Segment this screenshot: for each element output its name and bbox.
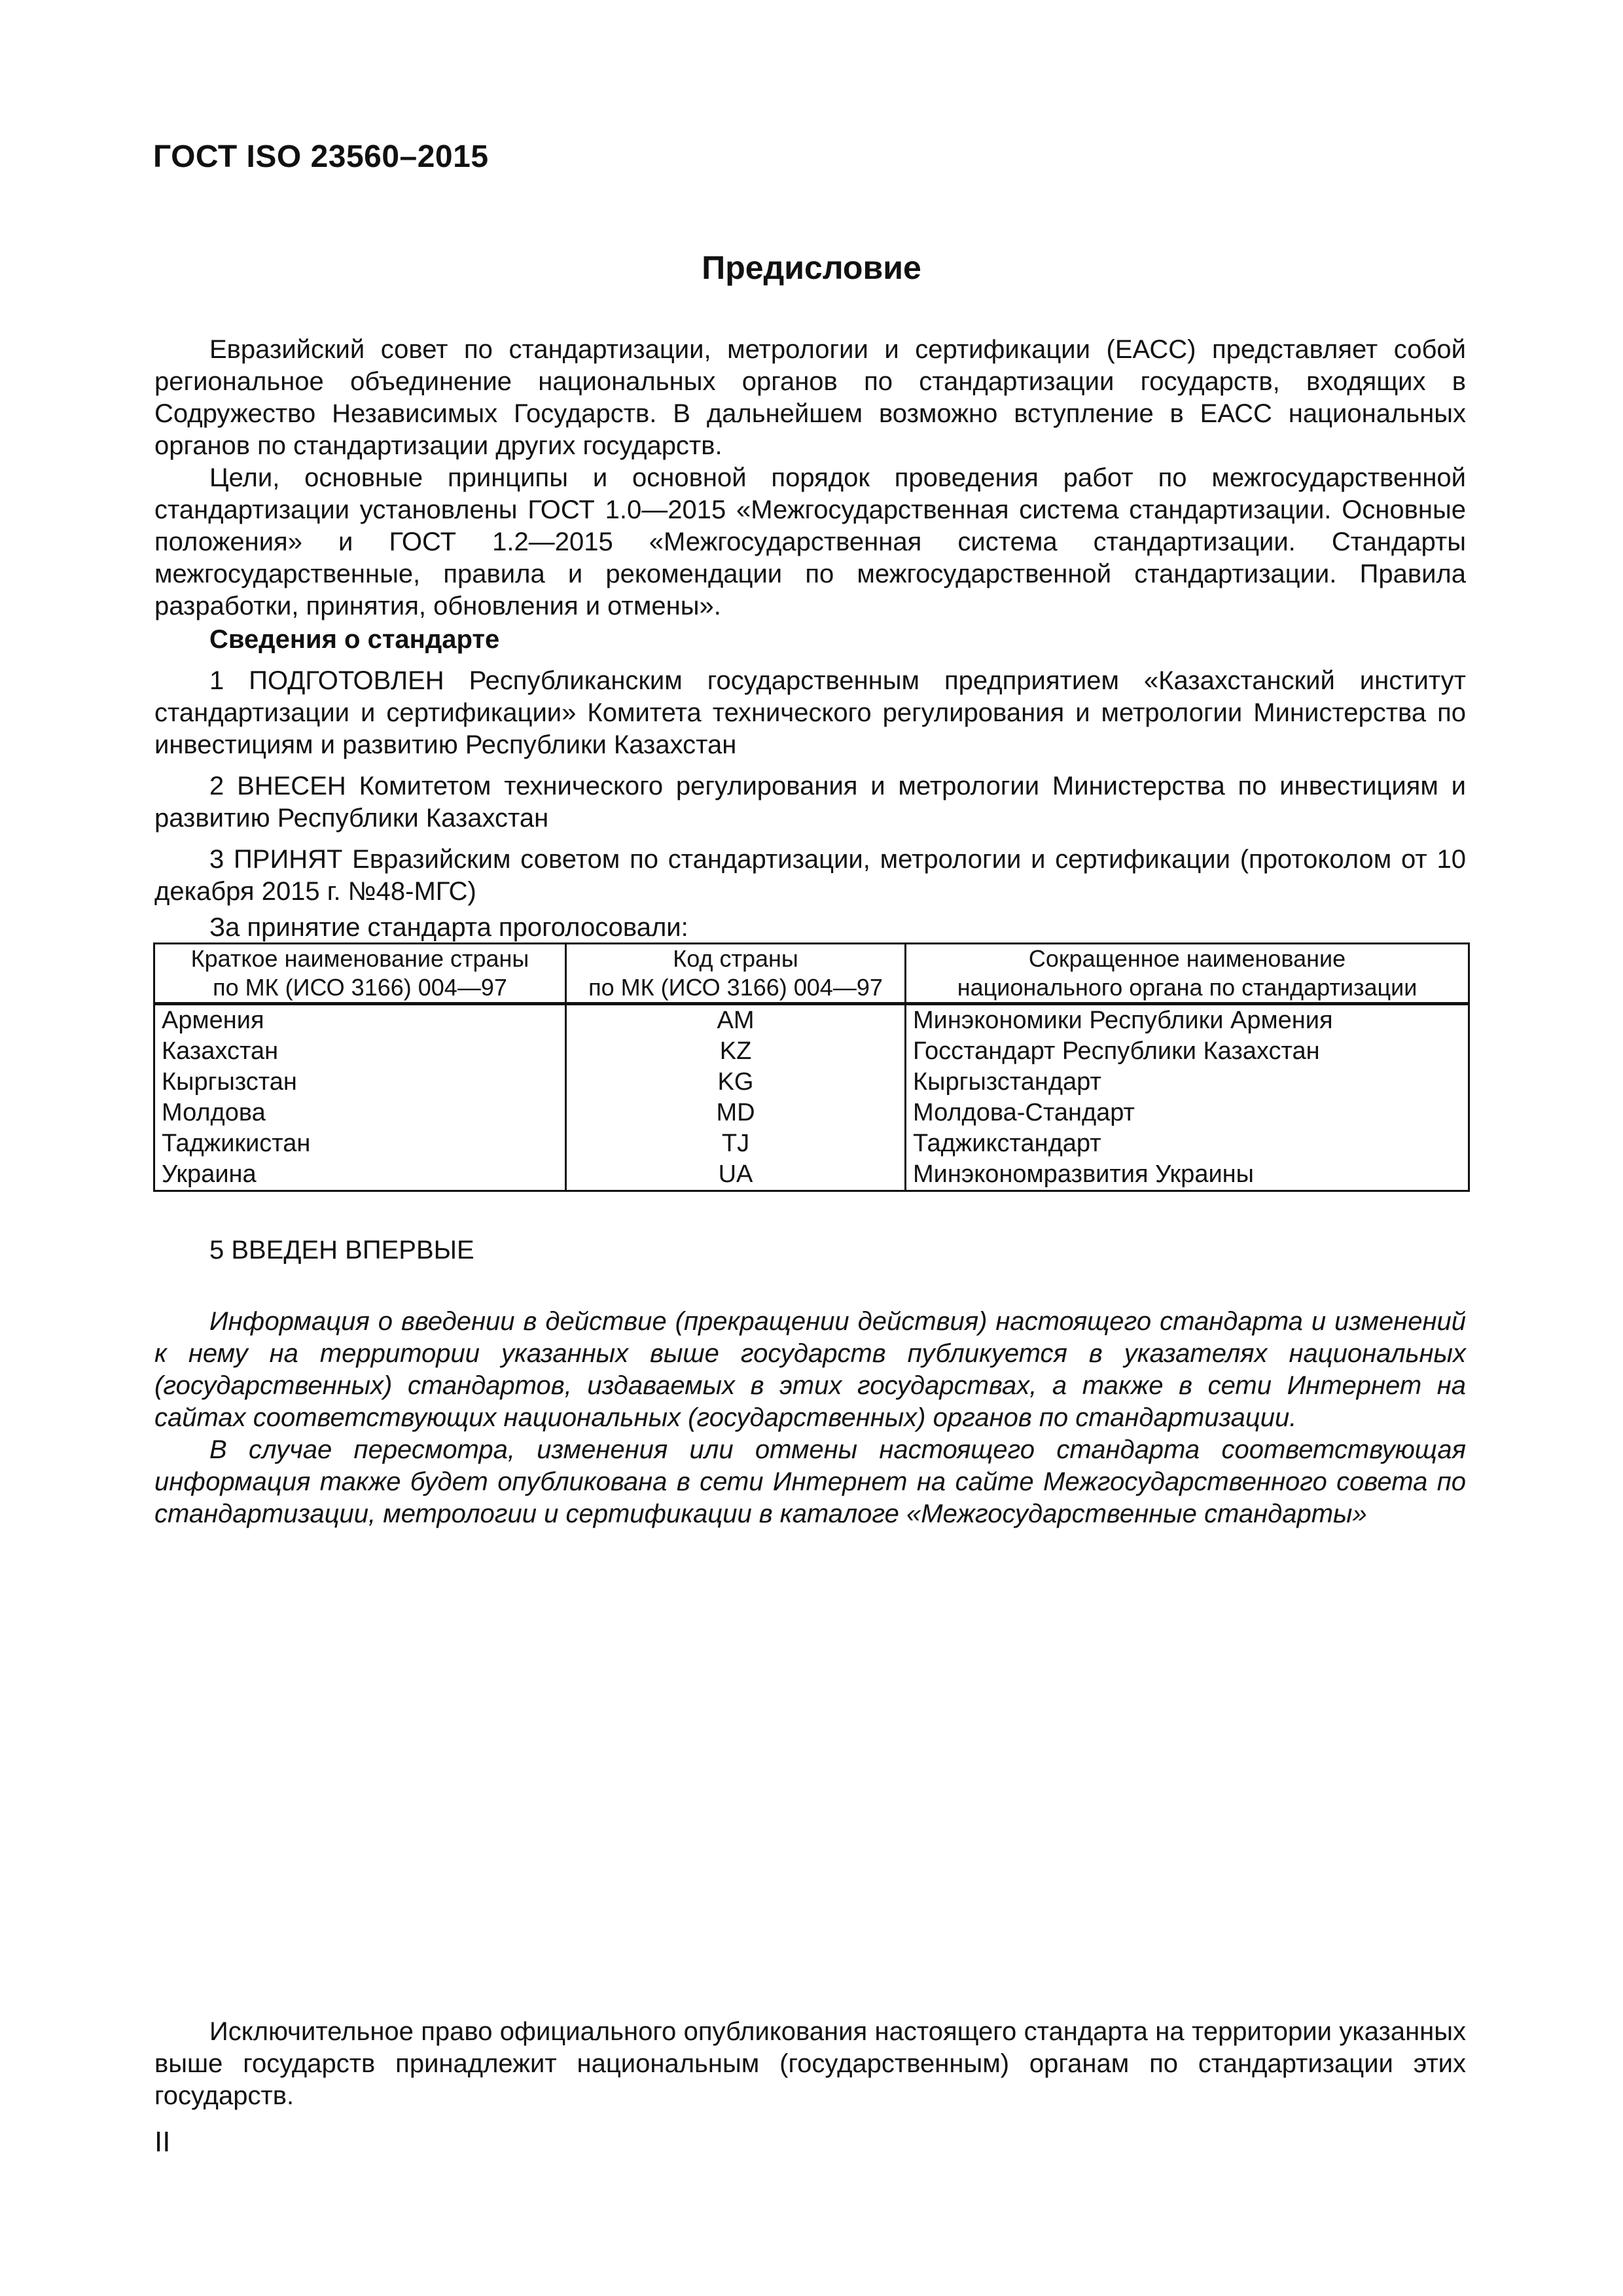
header-code: Код страны по МК (ИСО 3166) 004—97 <box>566 944 906 1004</box>
code-cell: TJ <box>566 1128 906 1159</box>
voting-table <box>153 942 1470 1192</box>
country-cell: Таджикистан <box>154 1128 566 1159</box>
notice-paragraph: В случае пересмотра, изменения или отмены настоящего стандарта соответствующая информация также будет опубликована в сети Интернет на сайте Межгосударственного совета по стандартизации, метрологии и сертификации в каталоге «Межгосударственные стандарты» <box>154 1435 1466 1528</box>
notice-paragraph: Информация о введении в действие (прекращении действия) настоящего стандарта и изменений к нему на территории указанных выше государств публикуется в указателях национальных (государственных) стандартов, издаваемых в этих государствах, а также в сети Интернет на сайтах соответствующих национальных (государственных) органов по стандартизации. <box>154 1307 1466 1432</box>
country-cell: Казахстан <box>154 1036 566 1067</box>
item5-section <box>154 1234 1466 1266</box>
voted-label: За принятие стандарта проголосовали: <box>209 913 688 942</box>
intro-section <box>154 334 1466 944</box>
table-row <box>154 1128 1469 1159</box>
table-header-row <box>154 944 1469 1004</box>
info-item-5: 5 ВВЕДЕН ВПЕРВЫЕ <box>209 1236 474 1265</box>
header-body: Сокращенное наименование национального органа по стандартизации <box>906 944 1469 1004</box>
body-cell: Госстандарт Республики Казахстан <box>906 1036 1469 1067</box>
page-number: II <box>154 2126 171 2158</box>
country-cell: Кыргызстан <box>154 1067 566 1098</box>
table-row <box>154 1159 1469 1191</box>
header-country: Краткое наименование страны по МК (ИСО 3166) 004—97 <box>154 944 566 1004</box>
info-item-2: 2 ВНЕСЕН Комитетом технического регулирования и метрологии Министерства по инвестициям и развитию Республики Казахстан <box>154 772 1466 833</box>
document-id: ГОСТ ISO 23560–2015 <box>153 139 489 174</box>
notice-section <box>154 1306 1466 1530</box>
table-row <box>154 1067 1469 1098</box>
body-cell: Кыргызстандарт <box>906 1067 1469 1098</box>
body-cell: Молдова-Стандарт <box>906 1098 1469 1128</box>
info-item-1: 1 ПОДГОТОВЛЕН Республиканским государственным предприятием «Казахстанский институт стандартизации и сертификации» Комитета технического регулирования и метрологии Министерства по инвестициям и развитию Республики Казахстан <box>154 666 1466 759</box>
code-cell: AM <box>566 1004 906 1037</box>
intro-paragraph: Цели, основные принципы и основной порядок проведения работ по межгосударственной стандартизации установлены ГОСТ 1.0—2015 «Межгосударственная система стандартизации. Основные положения» и ГОСТ 1.2—2015 «Межгосударственная система стандартизации. Стандарты межгосударственные, правила и рекомендации по межгосударственной стандартизации. Правила разработки, принятия, обновления и отмены». <box>154 463 1466 620</box>
rights-section <box>154 2016 1466 2112</box>
table-row <box>154 1098 1469 1128</box>
info-heading: Сведения о стандарте <box>209 625 500 654</box>
code-cell: MD <box>566 1098 906 1128</box>
info-item-3: 3 ПРИНЯТ Евразийским советом по стандартизации, метрологии и сертификации (протоколом от 10 декабря 2015 г. №48-МГС) <box>154 845 1466 906</box>
intro-paragraph: Евразийский совет по стандартизации, метрологии и сертификации (ЕАСС) представляет собой региональное объединение национальных органов по стандартизации государств, входящих в Содружество Независимых Государств. В дальнейшем возможно вступление в ЕАСС национальных органов по стандартизации других государств. <box>154 335 1466 460</box>
body-cell: Таджикстандарт <box>906 1128 1469 1159</box>
body-cell: Минэкономики Республики Армения <box>906 1004 1469 1037</box>
code-cell: KG <box>566 1067 906 1098</box>
code-cell: KZ <box>566 1036 906 1067</box>
table-row <box>154 1036 1469 1067</box>
country-cell: Армения <box>154 1004 566 1037</box>
body-cell: Минэкономразвития Украины <box>906 1159 1469 1191</box>
table-row <box>154 1004 1469 1037</box>
page-title: Предисловие <box>702 249 921 286</box>
code-cell: UA <box>566 1159 906 1191</box>
rights-paragraph: Исключительное право официального опубликования настоящего стандарта на территории указанных выше государств принадлежит национальным (государственным) органам по стандартизации этих государств. <box>154 2017 1466 2110</box>
country-cell: Украина <box>154 1159 566 1191</box>
country-cell: Молдова <box>154 1098 566 1128</box>
